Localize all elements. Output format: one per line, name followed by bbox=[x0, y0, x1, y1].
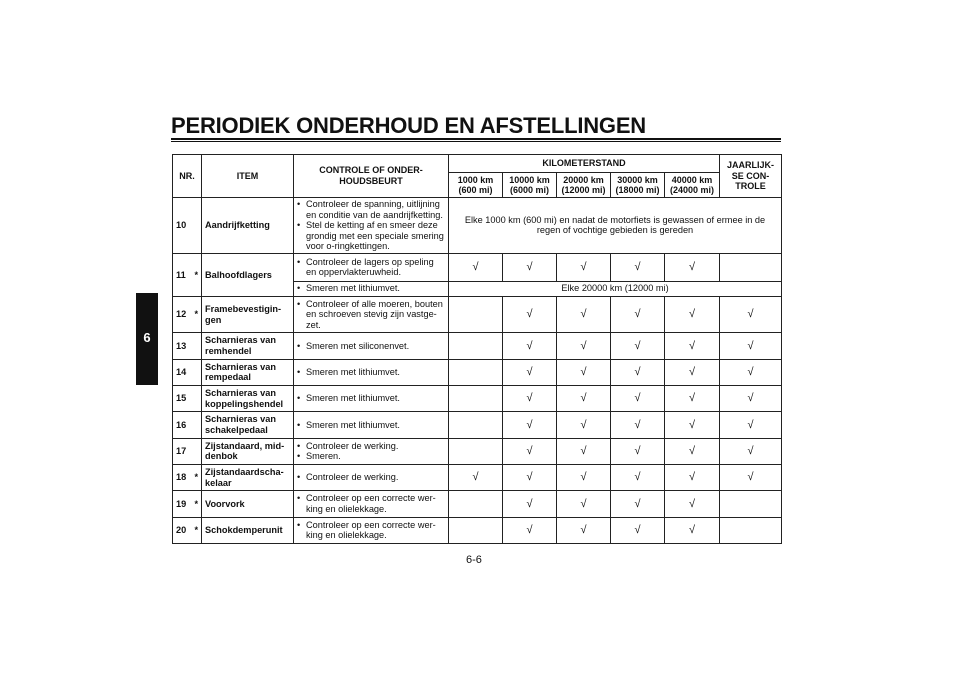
table-row bbox=[173, 412, 782, 438]
row-item: Voorvork bbox=[202, 491, 294, 517]
row-controls bbox=[294, 464, 449, 490]
row-number: 17 bbox=[173, 438, 192, 464]
chapter-number: 6 bbox=[143, 330, 151, 345]
check-mark: √ bbox=[611, 333, 665, 359]
empty-cell bbox=[720, 491, 782, 517]
row-controls bbox=[294, 491, 449, 517]
interval-text: Elke 20000 km (12000 mi) bbox=[449, 281, 782, 296]
row-controls bbox=[294, 359, 449, 385]
check-mark: √ bbox=[665, 296, 720, 332]
check-mark: √ bbox=[720, 385, 782, 411]
row-number: 10 bbox=[173, 197, 192, 254]
row-controls bbox=[294, 333, 449, 359]
header-jaarlijks: JAARLIJK-SE CON-TROLE bbox=[720, 155, 782, 198]
check-mark: √ bbox=[665, 412, 720, 438]
page-number: 6-6 bbox=[466, 554, 482, 566]
control-item: • Controleer de werking. bbox=[297, 441, 445, 452]
empty-cell bbox=[449, 438, 503, 464]
check-mark: √ bbox=[720, 412, 782, 438]
row-item: Scharnieras van schakelpedaal bbox=[202, 412, 294, 438]
check-mark: √ bbox=[665, 464, 720, 490]
empty-cell bbox=[720, 517, 782, 543]
check-mark: √ bbox=[503, 385, 557, 411]
header-km-20000: 20000 km (12000 mi) bbox=[557, 173, 611, 197]
row-controls bbox=[294, 296, 449, 332]
table-row bbox=[173, 438, 782, 464]
check-mark: √ bbox=[720, 464, 782, 490]
control-item: • Smeren. bbox=[297, 451, 445, 462]
row-star: * bbox=[192, 517, 202, 543]
row-item: Scharnieras van rempedaal bbox=[202, 359, 294, 385]
control-item: • Controleer de spanning, uitlijning en conditie van de aandrijfketting. bbox=[297, 199, 445, 220]
row-item: Schokdemperunit bbox=[202, 517, 294, 543]
row-controls bbox=[294, 517, 449, 543]
row-item: Scharnieras van remhendel bbox=[202, 333, 294, 359]
row-star bbox=[192, 197, 202, 254]
table-row bbox=[173, 197, 782, 254]
header-km-10000: 10000 km (6000 mi) bbox=[503, 173, 557, 197]
check-mark: √ bbox=[611, 254, 665, 281]
row-star: * bbox=[192, 296, 202, 332]
empty-cell bbox=[449, 296, 503, 332]
header-km-40000: 40000 km (24000 mi) bbox=[665, 173, 720, 197]
empty-cell bbox=[449, 333, 503, 359]
check-mark: √ bbox=[665, 517, 720, 543]
row-number: 16 bbox=[173, 412, 192, 438]
table-row bbox=[173, 254, 782, 281]
check-mark: √ bbox=[449, 464, 503, 490]
check-mark: √ bbox=[611, 491, 665, 517]
header-km-1000: 1000 km (600 mi) bbox=[449, 173, 503, 197]
control-item: • Smeren met lithiumvet. bbox=[297, 420, 445, 431]
row-controls bbox=[294, 412, 449, 438]
row-star bbox=[192, 438, 202, 464]
check-mark: √ bbox=[611, 517, 665, 543]
check-mark: √ bbox=[720, 359, 782, 385]
table-row bbox=[173, 333, 782, 359]
table-row bbox=[173, 296, 782, 332]
row-star bbox=[192, 333, 202, 359]
header-nr: NR. bbox=[173, 155, 202, 198]
row-number: 15 bbox=[173, 385, 192, 411]
row-controls bbox=[294, 438, 449, 464]
check-mark: √ bbox=[665, 438, 720, 464]
check-mark: √ bbox=[557, 296, 611, 332]
row-number: 13 bbox=[173, 333, 192, 359]
empty-cell bbox=[449, 517, 503, 543]
table-row bbox=[173, 385, 782, 411]
check-mark: √ bbox=[503, 464, 557, 490]
interval-text: Elke 1000 km (600 mi) en nadat de motorfiets is gewassen of ermee in de regen of vochtige gebieden is gereden bbox=[449, 197, 782, 254]
row-number: 19 bbox=[173, 491, 192, 517]
control-item: • Smeren met lithiumvet. bbox=[297, 367, 445, 378]
header-item: ITEM bbox=[202, 155, 294, 198]
check-mark: √ bbox=[557, 491, 611, 517]
empty-cell bbox=[449, 359, 503, 385]
control-item: • Controleer op een correcte wer-king en olielekkage. bbox=[297, 493, 445, 514]
title-rule bbox=[171, 138, 781, 140]
check-mark: √ bbox=[665, 385, 720, 411]
row-star bbox=[192, 359, 202, 385]
empty-cell bbox=[449, 385, 503, 411]
row-star bbox=[192, 412, 202, 438]
check-mark: √ bbox=[503, 438, 557, 464]
check-mark: √ bbox=[665, 491, 720, 517]
check-mark: √ bbox=[611, 438, 665, 464]
row-controls bbox=[294, 197, 449, 254]
check-mark: √ bbox=[503, 254, 557, 281]
check-mark: √ bbox=[449, 254, 503, 281]
row-item: Balhoofdlagers bbox=[202, 254, 294, 297]
empty-cell bbox=[720, 254, 782, 281]
check-mark: √ bbox=[557, 464, 611, 490]
row-controls bbox=[294, 281, 449, 296]
control-item: • Controleer op een correcte wer-king en olielekkage. bbox=[297, 520, 445, 541]
maintenance-table bbox=[172, 154, 782, 544]
row-controls bbox=[294, 385, 449, 411]
header-row bbox=[173, 155, 782, 173]
check-mark: √ bbox=[665, 254, 720, 281]
check-mark: √ bbox=[611, 412, 665, 438]
empty-cell bbox=[449, 412, 503, 438]
control-item: • Controleer de werking. bbox=[297, 472, 445, 483]
check-mark: √ bbox=[503, 517, 557, 543]
row-number: 11 bbox=[173, 254, 192, 297]
row-item: Framebevestigin-gen bbox=[202, 296, 294, 332]
check-mark: √ bbox=[611, 464, 665, 490]
check-mark: √ bbox=[503, 412, 557, 438]
check-mark: √ bbox=[503, 491, 557, 517]
control-item: • Smeren met lithiumvet. bbox=[297, 393, 445, 404]
check-mark: √ bbox=[611, 385, 665, 411]
row-number: 18 bbox=[173, 464, 192, 490]
check-mark: √ bbox=[503, 296, 557, 332]
table-row bbox=[173, 517, 782, 543]
row-star: * bbox=[192, 464, 202, 490]
header-kilometerstand: KILOMETERSTAND bbox=[449, 155, 720, 173]
check-mark: √ bbox=[503, 333, 557, 359]
check-mark: √ bbox=[557, 333, 611, 359]
empty-cell bbox=[449, 491, 503, 517]
row-item: Aandrijfketting bbox=[202, 197, 294, 254]
row-controls bbox=[294, 254, 449, 281]
check-mark: √ bbox=[720, 296, 782, 332]
check-mark: √ bbox=[557, 359, 611, 385]
row-item: Zijstandaardscha-kelaar bbox=[202, 464, 294, 490]
check-mark: √ bbox=[557, 438, 611, 464]
control-item: • Controleer de lagers op speling en oppervlakteruwheid. bbox=[297, 257, 445, 278]
check-mark: √ bbox=[503, 359, 557, 385]
row-star bbox=[192, 385, 202, 411]
header-km-30000: 30000 km (18000 mi) bbox=[611, 173, 665, 197]
check-mark: √ bbox=[720, 333, 782, 359]
check-mark: √ bbox=[557, 412, 611, 438]
control-item: • Smeren met siliconenvet. bbox=[297, 341, 445, 352]
row-number: 12 bbox=[173, 296, 192, 332]
control-item: • Stel de ketting af en smeer deze grondig met een speciale smering voor o-ringkettingen. bbox=[297, 220, 445, 252]
header-controle: CONTROLE OF ONDER-HOUDSBEURT bbox=[294, 155, 449, 198]
title-rule-thin bbox=[171, 141, 781, 142]
page-title: PERIODIEK ONDERHOUD EN AFSTELLINGEN bbox=[171, 113, 646, 138]
row-star: * bbox=[192, 491, 202, 517]
control-item: • Controleer of alle moeren, bouten en schroeven stevig zijn vastge-zet. bbox=[297, 299, 445, 331]
row-number: 20 bbox=[173, 517, 192, 543]
check-mark: √ bbox=[557, 517, 611, 543]
row-star: * bbox=[192, 254, 202, 297]
check-mark: √ bbox=[720, 438, 782, 464]
row-item: Scharnieras van koppelingshendel bbox=[202, 385, 294, 411]
chapter-tab bbox=[136, 293, 158, 385]
check-mark: √ bbox=[665, 333, 720, 359]
check-mark: √ bbox=[557, 254, 611, 281]
check-mark: √ bbox=[611, 359, 665, 385]
control-item: • Smeren met lithiumvet. bbox=[297, 283, 445, 294]
table-row bbox=[173, 359, 782, 385]
table-row bbox=[173, 464, 782, 490]
check-mark: √ bbox=[557, 385, 611, 411]
table-row bbox=[173, 491, 782, 517]
check-mark: √ bbox=[611, 296, 665, 332]
check-mark: √ bbox=[665, 359, 720, 385]
row-number: 14 bbox=[173, 359, 192, 385]
row-item: Zijstandaard, mid-denbok bbox=[202, 438, 294, 464]
